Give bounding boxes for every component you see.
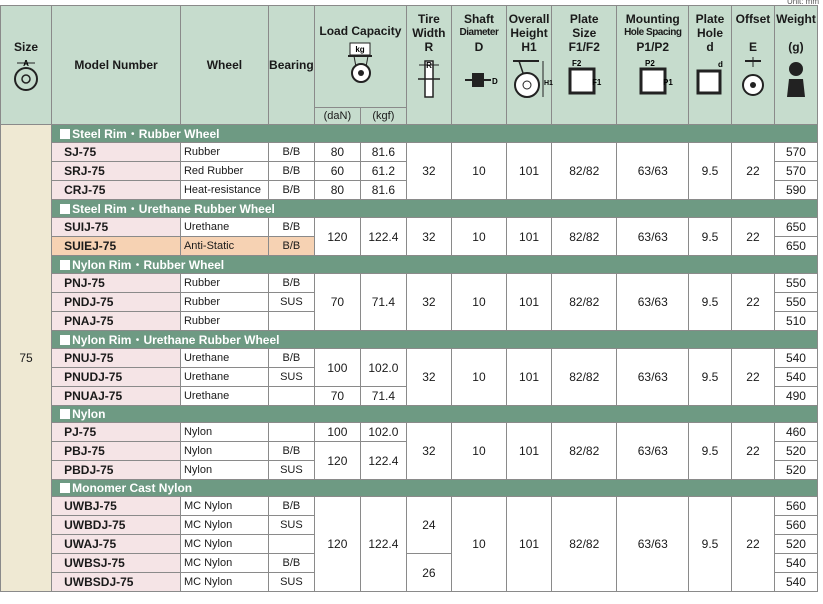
table-row	[1, 349, 818, 368]
offset-cell: 22	[731, 423, 774, 480]
header-tire-3: R	[424, 40, 434, 54]
section-header	[1, 480, 818, 497]
header-hole-2: Hole	[697, 26, 724, 40]
model-cell: UWBSJ-75	[52, 554, 181, 573]
hole-icon-label: d	[718, 60, 723, 69]
shaft-cell: 10	[451, 423, 506, 480]
section-title: Nylon	[72, 407, 106, 421]
hole-cell: 9.5	[689, 497, 732, 592]
section-marker-icon	[60, 260, 70, 270]
mount-cell: 63/63	[617, 497, 689, 592]
shaft-cell: 10	[451, 218, 506, 256]
plate-cell: 82/82	[552, 218, 617, 256]
mount-cell: 63/63	[617, 143, 689, 200]
model-cell: SJ-75	[52, 143, 181, 162]
wheel-cell: MC Nylon	[180, 516, 268, 535]
section-title: Nylon Rim・Rubber Wheel	[72, 258, 225, 272]
weight-cell: 650	[774, 237, 817, 256]
header-weight-1: Weight	[776, 12, 816, 26]
header-shaft-1: Shaft	[463, 12, 494, 26]
weight-cell: 520	[774, 535, 817, 554]
tire-icon-label: R	[425, 61, 432, 70]
kgf-cell: 122.4	[360, 442, 406, 480]
spec-table	[0, 5, 818, 592]
kgf-cell: 102.0	[360, 349, 406, 387]
dan-cell: 120	[314, 497, 360, 592]
bearing-cell: B/B	[268, 218, 314, 237]
height-cell: 101	[507, 349, 552, 406]
wheel-cell: Rubber	[180, 143, 268, 162]
header-overall-height	[507, 6, 552, 125]
bearing-cell: B/B	[268, 274, 314, 293]
model-cell: PNUJ-75	[52, 349, 181, 368]
header-mount-2: Hole Spacing	[624, 27, 682, 38]
header-model: Model Number	[52, 6, 181, 125]
wheel-size-icon	[11, 57, 41, 91]
tire-width-icon	[416, 57, 442, 101]
bearing-cell: SUS	[268, 573, 314, 592]
weight-cell: 550	[774, 293, 817, 312]
plate-icon-f1: F1	[592, 78, 602, 87]
size-value: 75	[1, 125, 52, 592]
wheel-cell: Nylon	[180, 423, 268, 442]
tire-cell: 32	[406, 274, 451, 331]
header-plate-hole	[689, 6, 732, 125]
tire-cell: 32	[406, 143, 451, 200]
overall-icon-label: H1	[544, 80, 554, 87]
section-header	[1, 406, 818, 423]
plate-cell: 82/82	[552, 274, 617, 331]
model-cell: SUIEJ-75	[52, 237, 181, 256]
header-weight	[774, 6, 817, 125]
weight-cell: 540	[774, 573, 817, 592]
wheel-cell: Nylon	[180, 461, 268, 480]
header-size	[1, 6, 52, 125]
section-marker-icon	[60, 335, 70, 345]
section-title: Steel Rim・Rubber Wheel	[72, 127, 220, 141]
wheel-cell: Anti-Static	[180, 237, 268, 256]
wheel-cell: Nylon	[180, 442, 268, 461]
header-size-label: Size	[14, 40, 39, 54]
plate-cell: 82/82	[552, 143, 617, 200]
wheel-cell: Rubber	[180, 274, 268, 293]
bearing-cell	[268, 312, 314, 331]
unit-note: Unit: mm	[787, 0, 819, 6]
plate-size-icon	[562, 57, 606, 101]
kgf-cell: 61.2	[360, 162, 406, 181]
plate-cell: 82/82	[552, 423, 617, 480]
kgf-cell: 81.6	[360, 181, 406, 200]
hole-cell: 9.5	[689, 274, 732, 331]
section-marker-icon	[60, 409, 70, 419]
weight-cell: 540	[774, 349, 817, 368]
section-title: Nylon Rim・Urethane Rubber Wheel	[72, 333, 280, 347]
tire-cell: 32	[406, 423, 451, 480]
mount-cell: 63/63	[617, 423, 689, 480]
dan-cell: 120	[314, 442, 360, 480]
section-marker-icon	[60, 204, 70, 214]
header-shaft	[451, 6, 506, 125]
model-cell: UWBDJ-75	[52, 516, 181, 535]
offset-cell: 22	[731, 497, 774, 592]
shaft-icon-label: D	[491, 77, 498, 86]
weight-cell: 520	[774, 442, 817, 461]
model-cell: PNUAJ-75	[52, 387, 181, 406]
weight-cell: 590	[774, 181, 817, 200]
wheel-cell: MC Nylon	[180, 554, 268, 573]
model-cell: PNJ-75	[52, 274, 181, 293]
overall-height-icon	[507, 57, 554, 101]
header-offset-1: Offset	[735, 12, 771, 26]
table-row	[1, 423, 818, 442]
header-mount-spacing	[617, 6, 689, 125]
model-cell: PJ-75	[52, 423, 181, 442]
header-plate-3: F1/F2	[568, 40, 600, 54]
dan-cell: 100	[314, 349, 360, 387]
header-tire-width	[406, 6, 451, 125]
model-cell: PNAJ-75	[52, 312, 181, 331]
header-load-label: Load Capacity	[319, 24, 402, 38]
header-plate-2: Size	[572, 26, 597, 40]
wheel-cell: Red Rubber	[180, 162, 268, 181]
tire-cell: 32	[406, 349, 451, 406]
shaft-cell: 10	[451, 143, 506, 200]
mount-icon-p1: P1	[662, 78, 673, 87]
weight-cell: 510	[774, 312, 817, 331]
mount-cell: 63/63	[617, 218, 689, 256]
model-cell: PNUDJ-75	[52, 368, 181, 387]
bearing-cell	[268, 423, 314, 442]
weight-cell: 540	[774, 554, 817, 573]
model-cell: PNDJ-75	[52, 293, 181, 312]
height-cell: 101	[507, 218, 552, 256]
hole-cell: 9.5	[689, 349, 732, 406]
bearing-cell: B/B	[268, 554, 314, 573]
header-shaft-2: Diameter	[459, 27, 499, 38]
weight-icon	[781, 57, 811, 101]
header-weight-3: (g)	[788, 40, 804, 54]
dan-cell: 100	[314, 423, 360, 442]
dan-cell: 120	[314, 218, 360, 256]
model-cell: UWBJ-75	[52, 497, 181, 516]
bearing-cell: B/B	[268, 497, 314, 516]
bearing-cell: B/B	[268, 349, 314, 368]
wheel-cell: MC Nylon	[180, 573, 268, 592]
header-kgf: (kgf)	[360, 108, 406, 125]
mount-icon-p2: P2	[644, 59, 655, 68]
bearing-cell: SUS	[268, 461, 314, 480]
header-plate-size	[552, 6, 617, 125]
bearing-cell: B/B	[268, 143, 314, 162]
height-cell: 101	[507, 143, 552, 200]
model-cell: CRJ-75	[52, 181, 181, 200]
wheel-cell: Heat-resistance	[180, 181, 268, 200]
section-title: Monomer Cast Nylon	[72, 481, 193, 495]
dan-cell: 80	[314, 181, 360, 200]
section-header	[1, 331, 818, 349]
load-capacity-icon	[338, 41, 382, 85]
header-offset-3: E	[748, 40, 757, 54]
shaft-cell: 10	[451, 497, 506, 592]
section-header	[1, 125, 818, 143]
kgf-cell: 122.4	[360, 218, 406, 256]
bearing-cell: SUS	[268, 368, 314, 387]
weight-cell: 570	[774, 143, 817, 162]
model-cell: SRJ-75	[52, 162, 181, 181]
wheel-cell: Urethane	[180, 218, 268, 237]
section-marker-icon	[60, 129, 70, 139]
header-hole-3: d	[706, 40, 714, 54]
mount-cell: 63/63	[617, 274, 689, 331]
hole-cell: 9.5	[689, 143, 732, 200]
section-title: Steel Rim・Urethane Rubber Wheel	[72, 202, 275, 216]
wheel-cell: MC Nylon	[180, 535, 268, 554]
offset-cell: 22	[731, 143, 774, 200]
kgf-cell: 81.6	[360, 143, 406, 162]
height-cell: 101	[507, 274, 552, 331]
header-shaft-3: D	[474, 40, 484, 54]
offset-cell: 22	[731, 274, 774, 331]
shaft-cell: 10	[451, 274, 506, 331]
bearing-cell: B/B	[268, 442, 314, 461]
section-marker-icon	[60, 483, 70, 493]
plate-cell: 82/82	[552, 349, 617, 406]
size-icon-label: A	[23, 59, 29, 68]
weight-cell: 650	[774, 218, 817, 237]
model-cell: PBDJ-75	[52, 461, 181, 480]
weight-cell: 520	[774, 461, 817, 480]
section-header	[1, 200, 818, 218]
offset-icon	[735, 57, 771, 101]
shaft-cell: 10	[451, 349, 506, 406]
load-icon-label: kg	[355, 45, 366, 54]
wheel-cell: Rubber	[180, 293, 268, 312]
bearing-cell: SUS	[268, 293, 314, 312]
mount-spacing-icon	[631, 57, 675, 101]
height-cell: 101	[507, 497, 552, 592]
wheel-cell: Urethane	[180, 349, 268, 368]
header-mount-3: P1/P2	[636, 40, 670, 54]
mount-cell: 63/63	[617, 349, 689, 406]
header-overall-1: Overall	[508, 12, 550, 26]
header-offset	[731, 6, 774, 125]
shaft-diameter-icon	[462, 57, 496, 101]
plate-hole-icon	[690, 57, 730, 101]
dan-cell: 80	[314, 143, 360, 162]
table-row	[1, 274, 818, 293]
wheel-cell: Urethane	[180, 368, 268, 387]
header-dan: (daN)	[314, 108, 360, 125]
bearing-cell: B/B	[268, 237, 314, 256]
weight-cell: 550	[774, 274, 817, 293]
height-cell: 101	[507, 423, 552, 480]
model-cell: SUIJ-75	[52, 218, 181, 237]
dan-cell: 70	[314, 274, 360, 331]
header-overall-2: Height	[510, 26, 548, 40]
header-tire-1: Tire	[417, 12, 440, 26]
weight-cell: 560	[774, 516, 817, 535]
model-cell: UWAJ-75	[52, 535, 181, 554]
header-tire-2: Width	[412, 26, 446, 40]
header-mount-1: Mounting	[625, 12, 680, 26]
tire-cell: 32	[406, 218, 451, 256]
plate-cell: 82/82	[552, 497, 617, 592]
header-wheel: Wheel	[180, 6, 268, 125]
section-header	[1, 256, 818, 274]
tire-cell: 24	[406, 497, 451, 554]
weight-cell: 490	[774, 387, 817, 406]
bearing-cell	[268, 535, 314, 554]
hole-cell: 9.5	[689, 423, 732, 480]
dan-cell: 70	[314, 387, 360, 406]
offset-cell: 22	[731, 349, 774, 406]
bearing-cell: B/B	[268, 162, 314, 181]
offset-cell: 22	[731, 218, 774, 256]
wheel-cell: Urethane	[180, 387, 268, 406]
kgf-cell: 102.0	[360, 423, 406, 442]
kgf-cell: 71.4	[360, 274, 406, 331]
header-load	[314, 6, 406, 108]
weight-cell: 560	[774, 497, 817, 516]
kgf-cell: 71.4	[360, 387, 406, 406]
wheel-cell: Rubber	[180, 312, 268, 331]
weight-cell: 460	[774, 423, 817, 442]
header-hole-1: Plate	[695, 12, 725, 26]
plate-icon-f2: F2	[572, 59, 582, 68]
bearing-cell: B/B	[268, 181, 314, 200]
model-cell: UWBSDJ-75	[52, 573, 181, 592]
wheel-cell: MC Nylon	[180, 497, 268, 516]
bearing-cell: SUS	[268, 516, 314, 535]
table-row	[1, 218, 818, 237]
tire-cell: 26	[406, 554, 451, 592]
dan-cell: 60	[314, 162, 360, 181]
table-row	[1, 143, 818, 162]
header-plate-1: Plate	[569, 12, 599, 26]
header-bearing: Bearing	[268, 6, 314, 125]
kgf-cell: 122.4	[360, 497, 406, 592]
model-cell: PBJ-75	[52, 442, 181, 461]
table-row	[1, 497, 818, 516]
bearing-cell	[268, 387, 314, 406]
hole-cell: 9.5	[689, 218, 732, 256]
weight-cell: 540	[774, 368, 817, 387]
weight-cell: 570	[774, 162, 817, 181]
header-overall-3: H1	[521, 40, 537, 54]
